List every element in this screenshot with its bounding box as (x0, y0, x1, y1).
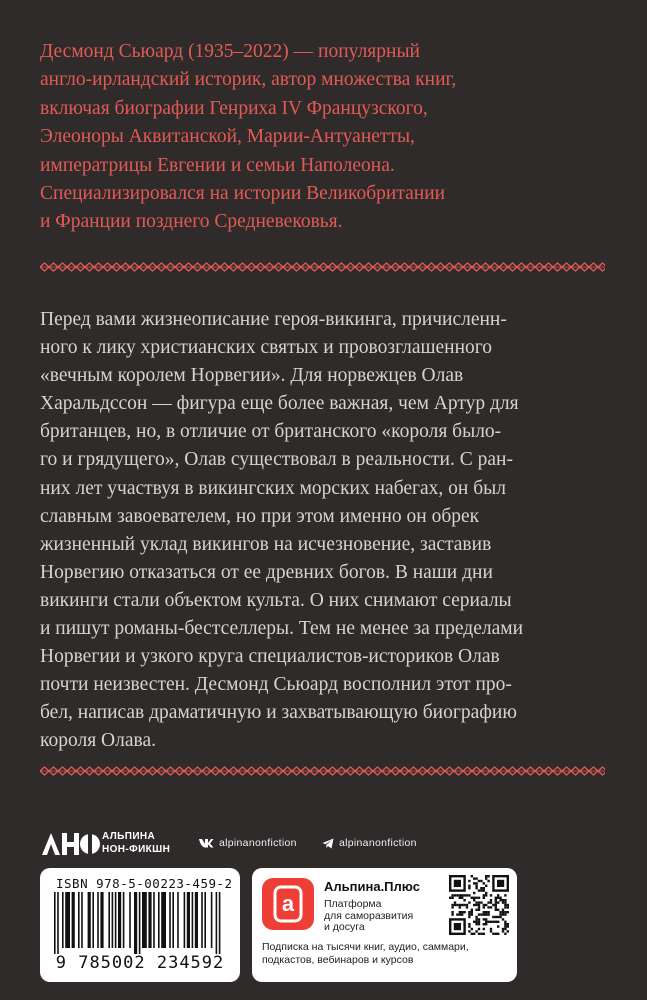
promo-desc-line: и досуга (324, 921, 365, 933)
alpina-plus-app-icon (262, 878, 314, 930)
promo-title: Альпина.Плюс (324, 879, 420, 894)
vk-link[interactable] (198, 837, 297, 849)
promo-desc-line: для саморазвития (324, 909, 414, 922)
annotation-line: го и грядущего», Олав существовал в реальности. С ран- (40, 449, 513, 471)
annotation-line: и пишут романы-бестселлеры. Тем не менее за пределами (40, 618, 524, 640)
publisher-logo-icon (40, 831, 100, 857)
annotation-line: бел, написав драматичную и захватывающую биографию (40, 702, 517, 724)
author-bio (40, 38, 620, 237)
annotation-line: викинги стали объектом культа. О них снимают сериалы (40, 589, 512, 611)
annotation-line: короля Олава. (40, 730, 157, 752)
publisher-name (102, 830, 170, 856)
telegram-handle: alpinanonfiction (339, 837, 417, 849)
annotation-line: ного к лику христианских святых и провозглашенного (40, 337, 493, 359)
promo-note-line: Подписка на тысячи книг, аудио, саммари, (262, 941, 469, 953)
telegram-link[interactable] (322, 837, 417, 849)
book-annotation (40, 306, 610, 756)
annotation-line: Харальдссон — фигура еще более важная, чем Артур для (40, 393, 519, 415)
author-bio-line: Элеоноры Аквитанской, Марии-Антуанетты, (40, 126, 415, 148)
barcode-graphic (52, 892, 228, 954)
author-bio-line: Десмонд Сьюард (1935–2022) — популярный (40, 41, 420, 62)
annotation-line: славным завоевателем, но при этом именно он обрек (40, 505, 480, 527)
author-bio-line: англо-ирландский историк, автор множества книг, (40, 69, 457, 91)
author-bio-line: Специализировался на истории Великобритании (40, 183, 446, 205)
barcode-panel (40, 868, 240, 982)
vk-icon (198, 838, 214, 848)
annotation-line: Норвегию отказаться от ее древних богов. В наши дни (40, 561, 493, 583)
annotation-line: них лет участвуя в викингских морских набегах, он был (40, 477, 506, 499)
promo-description (324, 899, 413, 934)
annotation-line: жизненный уклад викингов на исчезновение, заставив (40, 533, 492, 555)
annotation-line: Норвегии и узкого круга специалистов-историков Олав (40, 646, 500, 668)
author-bio-line: включая биографии Генриха IV Французского, (40, 97, 428, 119)
publisher-bar (40, 828, 440, 864)
author-bio-line: и Франции позднего Средневековья. (40, 211, 343, 233)
telegram-icon (322, 838, 334, 849)
publisher-name-line2: НОН-ФИКШН (102, 844, 171, 855)
annotation-line: британцев, но, в отличие от британского «короля было- (40, 421, 502, 443)
promo-note (262, 941, 512, 966)
annotation-line: почти неизвестен. Десмонд Сьюард восполнил этот про- (40, 674, 512, 696)
annotation-line: Перед вами жизнеописание героя-викинга, причисленн- (40, 309, 507, 330)
ornament-divider-top (40, 262, 605, 272)
ornament-divider-bottom (40, 766, 605, 776)
annotation-line: «вечным королем Норвегии». Для норвежцев Олав (40, 365, 464, 387)
publisher-name-line1: АЛЬПИНА (102, 831, 156, 842)
author-bio-line: императрицы Евгении и семьи Наполеона. (40, 154, 395, 176)
alpina-plus-promo (252, 868, 517, 982)
isbn-label: ISBN 978-5-00223-459-2 (56, 876, 233, 891)
vk-handle: alpinanonfiction (219, 837, 297, 849)
promo-note-line: подкастов, вебинаров и курсов (262, 953, 414, 966)
app-icon-letter: a (281, 891, 295, 916)
barcode-digits: 9 785002 234592 (55, 953, 225, 973)
app-logo-glyph-icon (262, 878, 314, 930)
qr-code[interactable] (449, 875, 509, 935)
promo-desc-line: Платформа (324, 898, 382, 910)
